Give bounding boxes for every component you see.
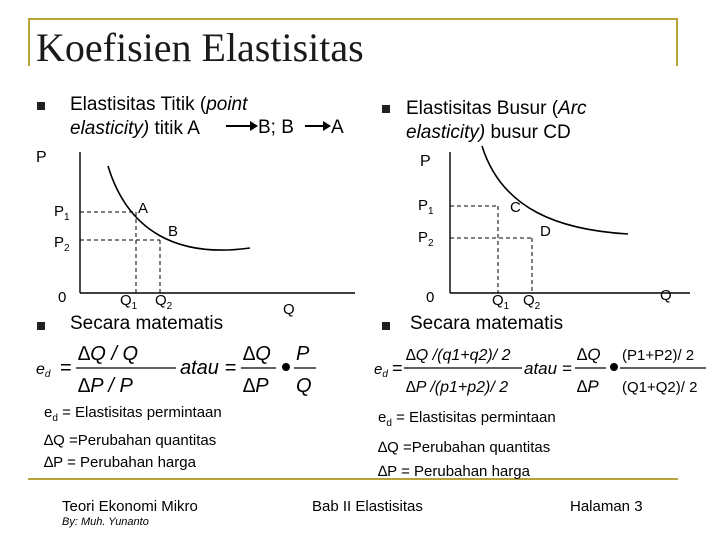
formula-denominator-3: (Q1+Q2)/ 2 (622, 379, 698, 396)
q2-label: $Q_2$ (155, 292, 173, 312)
multiply-dot (610, 363, 618, 371)
q2-label: $Q_2$ (523, 292, 541, 312)
formula-denominator-2: ∆P (243, 375, 269, 397)
q-axis-label: Q (283, 301, 295, 318)
footer-course: Teori Ekonomi Mikro (62, 498, 198, 515)
legend-dp: ∆P = Perubahan harga (44, 454, 196, 471)
text-segment: Elastisitas Titik ( (70, 94, 207, 115)
text-segment: B; B (258, 117, 294, 138)
frame-right-rule (676, 18, 678, 66)
origin-label: 0 (426, 289, 435, 306)
slide-title: Koefisien Elastisitas (36, 25, 364, 70)
formula-ed: $e_d$ (374, 361, 388, 380)
point-c-label: C (510, 199, 521, 216)
footer-author: By: Muh. Yunanto (62, 516, 149, 528)
formula-denominator: ∆P / P (78, 375, 133, 397)
right-bullet-arc-elasticity (406, 97, 706, 145)
bullet-marker (37, 322, 45, 330)
q1-label: $Q_1$ (120, 292, 138, 312)
arrow-icon (224, 119, 258, 133)
p1-label: $P_1$ (54, 203, 70, 223)
text-segment: titik A (149, 118, 200, 139)
frame-left-rule (28, 18, 30, 66)
arc-elasticity-formula (372, 336, 712, 402)
formula-numerator: ∆Q /(q1+q2)/ 2 (406, 347, 511, 364)
multiply-dot (282, 363, 290, 371)
footer-chapter: Bab II Elastisitas (312, 498, 423, 515)
right-secara-matematis: Secara matematis (410, 313, 564, 334)
q1-label: $Q_1$ (492, 292, 510, 312)
p1-label: $P_1$ (418, 197, 434, 217)
arrow-icon (303, 119, 331, 133)
legend-dq: ∆Q =Perubahan quantitas (378, 439, 551, 456)
legend-dp: ∆P = Perubahan harga (378, 463, 530, 480)
formula-numerator-2: ∆Q (243, 343, 271, 365)
text-italic: Arc (558, 98, 587, 119)
left-legend (44, 402, 222, 474)
left-secara-matematis: Secara matematis (70, 313, 224, 334)
formula-equals: = (392, 358, 403, 378)
p2-label: $P_2$ (54, 234, 70, 254)
legend-ed: $e_d$ = Elastisitas permintaan (44, 404, 222, 424)
formula-numerator-3: (P1+P2)/ 2 (622, 347, 695, 364)
legend-ed: $e_d$ = Elastisitas permintaan (378, 409, 556, 429)
formula-denominator: ∆P /(p1+p2)/ 2 (406, 379, 509, 396)
q-axis-label: Q (660, 287, 672, 304)
text-italic: point (206, 94, 248, 115)
formula-equals: = (60, 357, 72, 379)
right-legend (378, 406, 556, 484)
frame-bottom-rule (28, 478, 678, 480)
legend-dq: ∆Q =Perubahan quantitas (44, 432, 217, 449)
formula-atau: atau = (180, 357, 237, 379)
bullet-marker (382, 322, 390, 330)
text-segment: busur CD (485, 122, 571, 143)
left-demand-graph (0, 140, 360, 320)
point-elasticity-formula (30, 336, 330, 402)
origin-label: 0 (58, 289, 67, 306)
text-segment: Elastisitas Busur ( (406, 98, 559, 119)
p2-label: $P_2$ (418, 229, 434, 249)
frame-top-rule (28, 18, 678, 20)
point-d-label: D (540, 223, 551, 240)
point-b-label: B (168, 223, 179, 240)
formula-numerator-2: ∆Q (577, 345, 601, 364)
right-demand-graph (360, 140, 720, 320)
footer-page-number: Halaman 3 (570, 498, 643, 515)
demand-curve (482, 146, 628, 234)
demand-curve (108, 166, 250, 250)
left-bullet-point-elasticity (70, 93, 370, 141)
formula-ed: ed (36, 361, 51, 380)
formula-numerator-3: P (296, 343, 310, 365)
text-italic: elasticity) (70, 118, 150, 139)
bullet-marker (382, 105, 390, 113)
text-italic: elasticity) (406, 122, 486, 143)
p-axis-label: P (420, 153, 431, 170)
formula-atau: atau = (524, 359, 572, 378)
p-axis-label: P (36, 149, 47, 166)
formula-numerator: ∆Q / Q (78, 343, 139, 365)
formula-denominator-3: Q (296, 375, 312, 397)
bullet-marker (37, 102, 45, 110)
text-segment: A (331, 117, 344, 138)
point-a-label: A (138, 200, 149, 217)
formula-denominator-2: ∆P (577, 377, 599, 396)
